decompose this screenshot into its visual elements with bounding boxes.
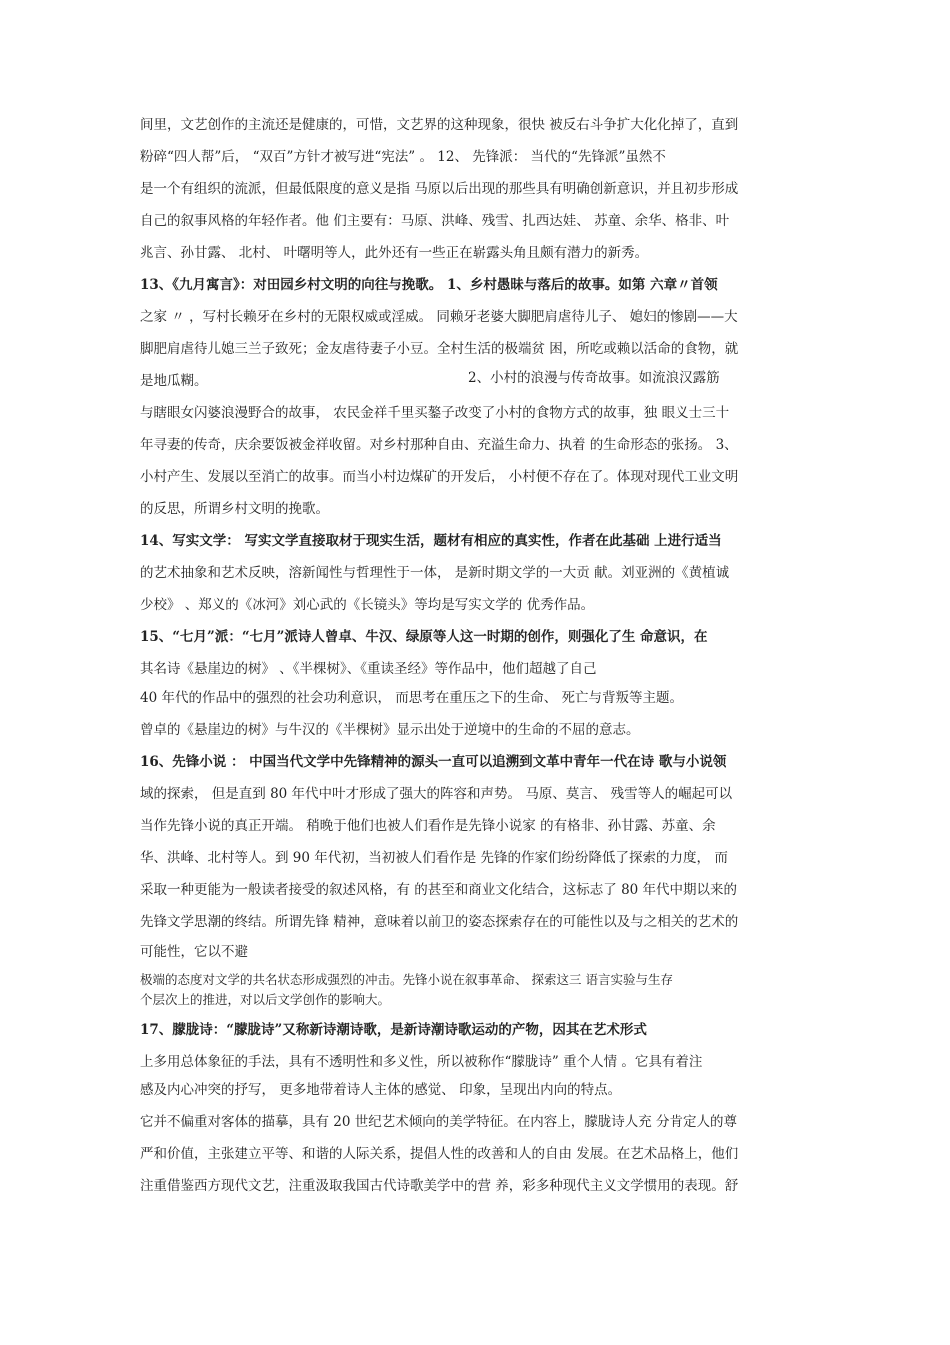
text-line: 华、洪峰、北村等人。到 90 年代初，当初被人们看作是 先锋的作家们纷纷降低了探索的力度， 而 (140, 850, 728, 866)
text-line: 脚肥肩虐待儿媳三兰子致死；金友虐待妻子小豆。全村生活的极端贫 困，所吃或赖以活命的食物，就 (140, 341, 739, 357)
text-line: 注重借鉴西方现代文艺，注重汲取我国古代诗歌美学中的营 养，彩多种现代主义文学惯用的表现。舒 (140, 1178, 739, 1194)
text-line: 它并不偏重对客体的描摹，具有 20 世纪艺术倾向的美学特征。在内容上，朦胧诗人充 分肯定人的尊 (140, 1114, 738, 1130)
text-line: 域的探索， 但是直到 80 年代中叶才形成了强大的阵容和声势。 马原、莫言、 残雪等人的崛起可以 (140, 786, 733, 802)
text-line: 40 年代的作品中的强烈的社会功利意识， 而思考在重压之下的生命、 死亡与背叛等主题。 (140, 690, 684, 706)
text-line: 的反思，所谓乡村文明的挽歌。 (140, 501, 329, 517)
text-line: 间里，文艺创作的主流还是健康的，可惜，文艺界的这种现象，很快 被反右斗争扩大化化掉了，直到 (140, 117, 739, 133)
section-16-heading-line: 16、先锋小说 ： 中国当代文学中先锋精神的源头一直可以追溯到文革中青年一代在诗 歌与小说领 (140, 754, 727, 770)
section-14-heading-line: 14、写实文学： 写实文学直接取材于现实生活，题材有相应的真实性，作者在此基础 上进行适当 (140, 533, 722, 549)
text-line: 之家 〃 ，写村长赖牙在乡村的无限权威或淫威。 同赖牙老婆大脚肥肩虐待儿子、 媳妇的惨剧——大 (140, 309, 738, 325)
text-line: 的艺术抽象和艺术反映，溶新闻性与哲理性于一体， 是新时期文学的一大贡 献。刘亚洲的《黄植诚 (140, 565, 730, 581)
text-line: 严和价值，主张建立平等、和谐的人际关系，提倡人性的改善和人的自由 发展。在艺术品格上，他们 (140, 1146, 739, 1162)
text-line: 个层次上的推进，对以后文学创作的影响大。 (140, 992, 391, 1007)
text-line: 可能性，它以不避 (140, 944, 248, 960)
text-line: 2、小村的浪漫与传奇故事。如流浪汉露筋 (468, 370, 720, 386)
text-line: 少校》 、郑义的《冰河》刘心武的《长镜头》等均是写实文学的 优秀作品。 (140, 597, 595, 613)
text-line: 小村产生、发展以至消亡的故事。而当小村边煤矿的开发后， 小村便不存在了。体现对现代工业文明 (140, 469, 739, 485)
text-line: 粉碎“四人帮”后， “双百”方针才被写进“宪法” 。 12、 先锋派： 当代的“先锋派”虽然不 (140, 149, 666, 165)
section-13-heading-line: 13、《九月寓言》：对田园乡村文明的向往与挽歌。 1、乡村愚昧与落后的故事。如第 六章〃首领 (140, 277, 718, 293)
text-line: 先锋文学思潮的终结。所谓先锋 精神，意味着以前卫的姿态探索存在的可能性以及与之相关的艺术的 (140, 914, 739, 930)
text-line: 感及内心冲突的抒写， 更多地带着诗人主体的感觉、 印象，呈现出内向的特点。 (140, 1082, 622, 1098)
text-line: 年寻妻的传奇，庆余要饭被金祥收留。对乡村那种自由、充溢生命力、执着 的生命形态的张扬。 3、 (140, 437, 738, 453)
text-line: 上多用总体象征的手法，具有不透明性和多义性，所以被称作“朦胧诗” 重个人情 。它具有着注 (140, 1054, 703, 1070)
text-line: 自己的叙事风格的年轻作者。他 们主要有：马原、洪峰、残雪、扎西达娃、 苏童、余华、格非、叶 (140, 213, 730, 229)
section-17-heading-line: 17、朦胧诗：“朦胧诗”又称新诗潮诗歌，是新诗潮诗歌运动的产物，因其在艺术形式 (140, 1022, 647, 1038)
text-line: 采取一种更能为一般读者接受的叙述风格，有 的甚至和商业文化结合，这标志了 80 年代中期以来的 (140, 882, 738, 898)
text-line: 兆言、孙甘露、 北村、 叶曙明等人，此外还有一些正在崭露头角且颇有潜力的新秀。 (140, 245, 649, 261)
text-line: 其名诗《悬崖边的树》 、《半棵树》、《重读圣经》等作品中，他们超越了自己 (140, 661, 597, 677)
text-line: 是地瓜糊。 (140, 373, 208, 389)
text-line: 曾卓的《悬崖边的树》与牛汉的《半棵树》显示出处于逆境中的生命的不屈的意志。 (140, 722, 640, 738)
section-15-heading-line: 15、“七月”派：“七月”派诗人曾卓、牛汉、绿原等人这一时期的创作，则强化了生 命意识，在 (140, 629, 708, 645)
text-line: 极端的态度对文学的共名状态形成强烈的冲击。先锋小说在叙事革命、 探索这三 语言实验与生存 (140, 972, 673, 987)
text-line: 与瞎眼女闪婆浪漫野合的故事， 农民金祥千里买鏊子改变了小村的食物方式的故事，独 眼义士三十 (140, 405, 730, 421)
text-line: 是一个有组织的流派，但最低限度的意义是指 马原以后出现的那些具有明确创新意识，并且初步形成 (140, 181, 739, 197)
text-line: 当作先锋小说的真正开端。 稍晚于他们也被人们看作是先锋小说家 的有格非、孙甘露、苏童、余 (140, 818, 716, 834)
